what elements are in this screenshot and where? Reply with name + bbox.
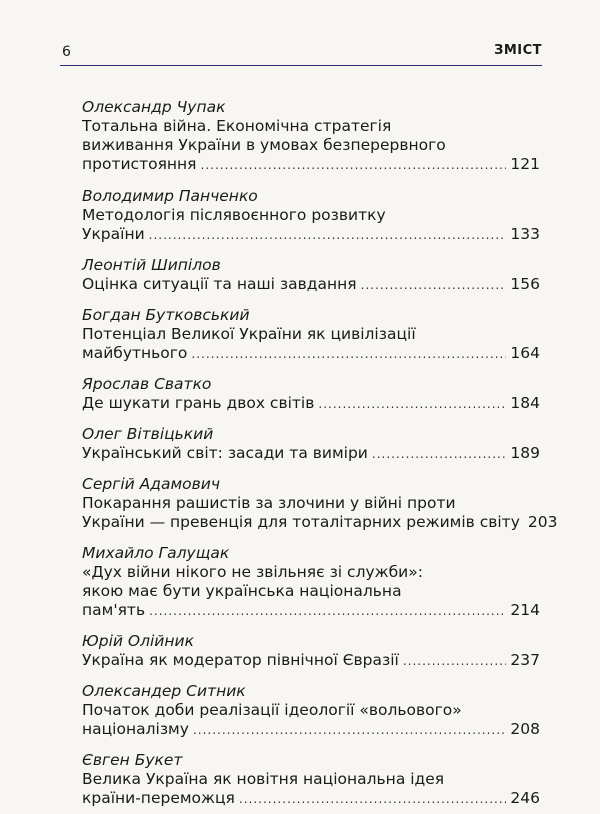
entry-title-line: Методологія післявоєнного розвитку bbox=[82, 206, 386, 224]
entry-page-number: 208 bbox=[510, 720, 540, 738]
entry-last-line bbox=[82, 155, 540, 175]
table-of-contents bbox=[82, 98, 558, 809]
toc-entry[interactable] bbox=[82, 682, 540, 740]
entry-title-line: якою має бути українська національна bbox=[82, 582, 402, 600]
dot-leader bbox=[239, 790, 507, 809]
dot-leader bbox=[372, 445, 507, 464]
entry-title-line: виживання України в умовах безперервного bbox=[82, 136, 446, 154]
entry-page-number: 121 bbox=[510, 155, 540, 173]
toc-entry[interactable] bbox=[82, 425, 540, 464]
entry-page-number: 156 bbox=[510, 275, 540, 293]
entry-last-line bbox=[82, 344, 540, 364]
toc-entry[interactable] bbox=[82, 306, 540, 364]
toc-entry[interactable] bbox=[82, 256, 540, 295]
dot-leader bbox=[361, 276, 507, 295]
entry-last-line bbox=[82, 720, 540, 740]
entry-author: Олександр Чупак bbox=[82, 98, 226, 116]
entry-page-number: 189 bbox=[510, 444, 540, 462]
entry-title-line: «Дух війни нікого не звільняє зі служби»: bbox=[82, 563, 423, 581]
entry-title-line: Початок доби реалізації ідеології «вольового» bbox=[82, 701, 462, 719]
dot-leader bbox=[191, 345, 506, 364]
entry-title-end: Український світ: засади та виміри bbox=[82, 444, 368, 462]
header-rule bbox=[60, 65, 542, 66]
entry-author: Михайло Галущак bbox=[82, 544, 230, 562]
toc-entry[interactable] bbox=[82, 98, 540, 175]
entry-author: Євген Букет bbox=[82, 751, 183, 769]
entry-title-line: Покарання рашистів за злочини у війні проти bbox=[82, 494, 456, 512]
toc-entry[interactable] bbox=[82, 187, 540, 245]
entry-last-line bbox=[82, 394, 540, 414]
entry-author: Богдан Бутковський bbox=[82, 306, 250, 324]
entry-last-line bbox=[82, 225, 540, 245]
entry-page-number: 237 bbox=[510, 651, 540, 669]
entry-author: Сергій Адамович bbox=[82, 475, 221, 493]
dot-leader bbox=[193, 721, 506, 740]
entry-page-number: 203 bbox=[527, 513, 558, 531]
toc-entry[interactable] bbox=[82, 475, 558, 533]
entry-last-line bbox=[82, 444, 540, 464]
entry-last-line bbox=[82, 275, 540, 295]
entry-page-number: 246 bbox=[510, 789, 540, 807]
entry-author: Леонтій Шипілов bbox=[82, 256, 221, 274]
entry-author: Олег Вітвіцький bbox=[82, 425, 214, 443]
toc-entry[interactable] bbox=[82, 544, 540, 621]
entry-author: Володимир Панченко bbox=[82, 187, 258, 205]
section-title: ЗМІСТ bbox=[494, 43, 542, 58]
entry-author: Ярослав Сватко bbox=[82, 375, 212, 393]
entry-title-line: Тотальна війна. Економічна стратегія bbox=[82, 117, 392, 135]
page-number: 6 bbox=[62, 44, 71, 60]
entry-title-line: Велика Україна як новітня національна ідея bbox=[82, 770, 445, 788]
toc-entry[interactable] bbox=[82, 751, 540, 809]
toc-entry[interactable] bbox=[82, 375, 540, 414]
entry-title-end: країни-переможця bbox=[82, 789, 235, 807]
entry-title-end: націоналізму bbox=[82, 720, 189, 738]
entry-title-end: України bbox=[82, 225, 145, 243]
dot-leader bbox=[201, 156, 507, 175]
entry-title-end: пам'ять bbox=[82, 601, 146, 619]
dot-leader bbox=[403, 652, 507, 671]
toc-entry[interactable] bbox=[82, 632, 540, 671]
dot-leader bbox=[149, 602, 506, 621]
entry-author: Юрій Олійник bbox=[82, 632, 194, 650]
entry-page-number: 184 bbox=[510, 394, 540, 412]
entry-page-number: 164 bbox=[510, 344, 540, 362]
entry-title-line: Потенціал Великої України як цивілізації bbox=[82, 325, 416, 343]
entry-last-line bbox=[82, 601, 540, 621]
entry-title-end: протистояння bbox=[82, 155, 197, 173]
entry-last-line bbox=[82, 513, 558, 533]
entry-last-line bbox=[82, 789, 540, 809]
entry-title-end: України — превенція для тоталітарних режимів світу bbox=[82, 513, 520, 531]
dot-leader bbox=[318, 395, 506, 414]
entry-title-end: Оцінка ситуації та наші завдання bbox=[82, 275, 357, 293]
dot-leader bbox=[149, 226, 507, 245]
entry-page-number: 133 bbox=[510, 225, 540, 243]
entry-title-end: майбутнього bbox=[82, 344, 188, 362]
entry-author: Олександер Ситник bbox=[82, 682, 246, 700]
entry-title-end: Україна як модератор північної Євразії bbox=[82, 651, 399, 669]
entry-title-end: Де шукати грань двох світів bbox=[82, 394, 315, 412]
entry-last-line bbox=[82, 651, 540, 671]
entry-page-number: 214 bbox=[510, 601, 540, 619]
